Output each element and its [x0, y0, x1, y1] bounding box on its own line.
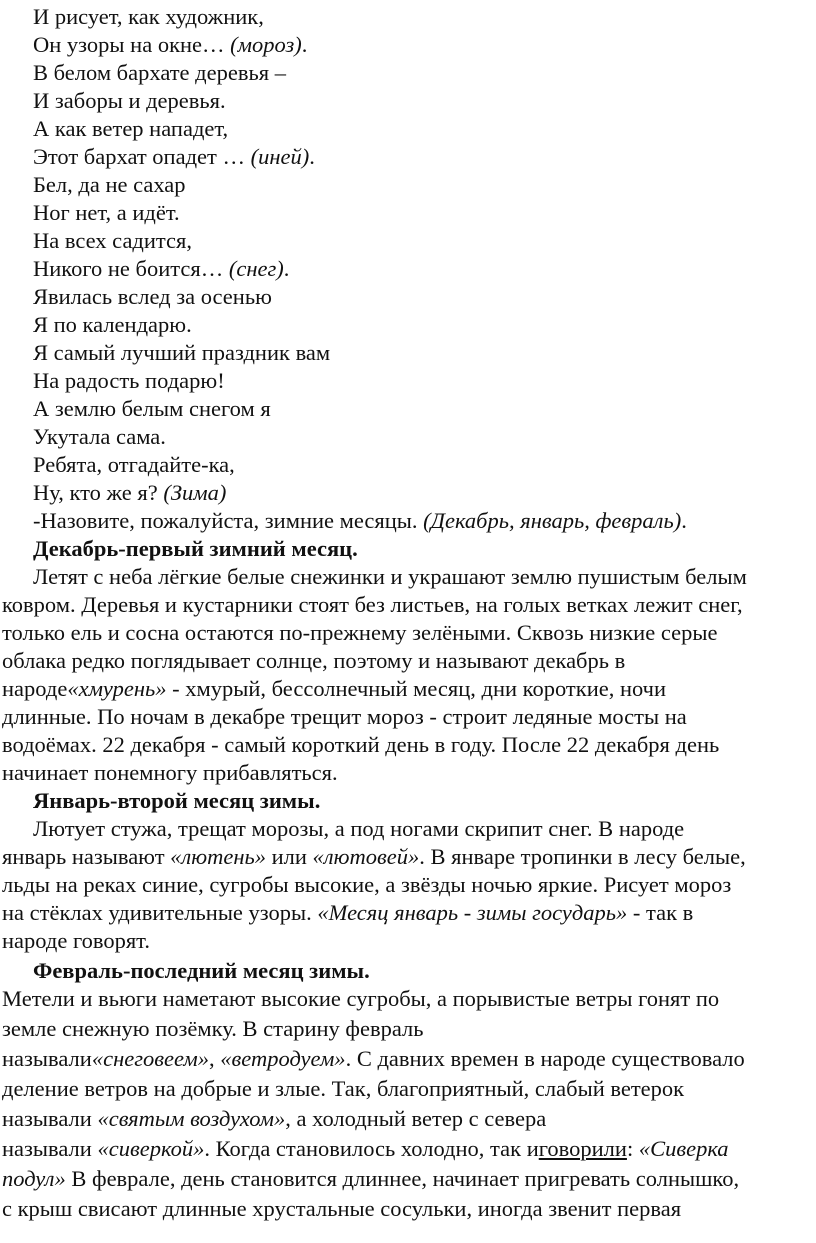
italic-text: (мороз) — [230, 32, 302, 57]
text-line — [33, 507, 687, 534]
december-heading: Декабрь-первый зимний месяц. — [33, 536, 358, 561]
italic-text: «снеговеем» — [91, 1046, 210, 1071]
text-line — [2, 647, 625, 674]
text-line — [2, 1195, 681, 1222]
text-segment: - хмурый, бессолнечный месяц, дни короткие, ночи — [166, 676, 667, 701]
text-segment: водоёмах. 22 декабря - самый короткий день в году. После 22 декабря день — [2, 732, 720, 757]
italic-text: «сиверкой» — [97, 1136, 205, 1161]
italic-text: «хмурень» — [67, 676, 167, 701]
text-line — [33, 31, 307, 58]
text-segment: . — [309, 144, 315, 169]
italic-text: «ветродуем» — [220, 1046, 346, 1071]
text-line — [2, 731, 719, 758]
text-segment: -Назовите, пожалуйста, зимние месяцы. — [33, 508, 424, 533]
text-segment: или — [265, 844, 313, 869]
february-heading: Февраль-последний месяц зимы. — [33, 958, 370, 983]
italic-text: «святым воздухом» — [97, 1106, 286, 1131]
italic-text: (Зима) — [163, 480, 227, 505]
text-segment: Метели и вьюги наметают высокие сугробы, а порывистые ветры гонят по — [2, 986, 720, 1011]
text-line — [33, 143, 315, 170]
text-segment: Укутала сама. — [33, 424, 166, 449]
italic-text: «Сиверка — [638, 1136, 729, 1161]
text-segment: называли — [2, 1046, 92, 1071]
text-line — [33, 563, 747, 590]
text-line — [33, 227, 192, 254]
text-segment: , а холодный ветер с севера — [285, 1106, 547, 1131]
text-line — [2, 591, 743, 618]
january-heading: Январь-второй месяц зимы. — [33, 788, 321, 813]
text-segment: с крыш свисают длинные хрустальные сосульки, иногда звенит первая — [2, 1196, 682, 1221]
text-line — [33, 311, 192, 338]
text-line — [2, 1165, 739, 1192]
italic-text: «лютень» — [170, 844, 266, 869]
text-segment: Летят с неба лёгкие белые снежинки и украшают землю пушистым белым — [33, 564, 747, 589]
text-segment: называли — [2, 1106, 98, 1131]
text-line — [33, 367, 225, 394]
italic-text: (иней) — [250, 144, 310, 169]
text-segment: - так в — [627, 900, 694, 925]
text-segment: Я по календарю. — [33, 312, 192, 337]
text-segment: январь называют — [2, 844, 171, 869]
italic-text: подул» — [2, 1166, 66, 1191]
text-segment: В белом бархате деревья – — [33, 60, 286, 85]
text-segment: И заборы и деревья. — [33, 88, 226, 113]
italic-text: (Декабрь, январь, февраль) — [423, 508, 682, 533]
text-line — [33, 199, 180, 226]
text-segment: . — [283, 256, 290, 281]
text-segment: Этот бархат опадет … — [33, 144, 251, 169]
text-segment: А как ветер нападет, — [33, 116, 229, 141]
text-segment: В феврале, день становится длиннее, начинает пригревать солнышко, — [65, 1166, 740, 1191]
text-segment: Я самый лучший праздник вам — [33, 340, 331, 365]
text-segment: на стёклах удивительные узоры. — [2, 900, 318, 925]
text-line — [33, 171, 186, 198]
text-line — [33, 283, 272, 310]
text-segment: И рисует, как художник, — [33, 4, 264, 29]
text-segment: , — [209, 1046, 221, 1071]
text-segment: Он узоры на окне… — [33, 32, 231, 57]
text-segment: называли — [2, 1136, 98, 1161]
text-line — [33, 479, 226, 506]
text-line — [2, 1105, 546, 1132]
text-segment: народе говорят. — [2, 928, 150, 953]
text-line — [2, 843, 746, 870]
text-segment: земле снежную позёмку. В старину февраль — [2, 1016, 424, 1041]
text-line — [2, 927, 150, 954]
text-segment: народе — [2, 676, 68, 701]
text-segment: Явилась вслед за осенью — [33, 284, 272, 309]
text-segment: Лютует стужа, трещат морозы, а под ногами скрипит снег. В народе — [33, 816, 685, 841]
text-segment: длинные. По ночам в декабре трещит мороз - строит ледяные мосты на — [2, 704, 687, 729]
text-segment: Ну, кто же я? — [33, 480, 164, 505]
text-segment: : — [626, 1136, 639, 1161]
italic-text: «Месяц январь - зимы государь» — [317, 900, 628, 925]
text-line — [2, 619, 717, 646]
text-line — [2, 871, 731, 898]
text-line — [33, 255, 289, 282]
text-segment: только ель и сосна остаются по-прежнему зелёными. Сквозь низкие серые — [2, 620, 718, 645]
underlined-text: говорили — [538, 1136, 627, 1161]
text-segment: . С давних времен в народе существовало — [345, 1046, 745, 1071]
text-line — [2, 675, 666, 702]
text-line — [33, 339, 330, 366]
text-line — [2, 899, 693, 926]
text-line — [33, 395, 271, 422]
text-line — [2, 985, 719, 1012]
text-segment: . — [301, 32, 308, 57]
text-segment: ковром. Деревья и кустарники стоят без листьев, на голых ветках лежит снег, — [2, 592, 743, 617]
text-line — [2, 703, 687, 730]
text-segment: Бел, да не сахар — [33, 172, 186, 197]
text-segment: Ребята, отгадайте-ка, — [33, 452, 235, 477]
text-line — [2, 1135, 729, 1162]
text-segment: А землю белым снегом я — [33, 396, 271, 421]
text-segment: . — [681, 508, 687, 533]
text-line — [33, 815, 684, 842]
text-line — [2, 1075, 684, 1102]
italic-text: «лютовей» — [312, 844, 420, 869]
text-segment: На радость подарю! — [33, 368, 225, 393]
text-segment: На всех садится, — [33, 228, 192, 253]
text-line — [2, 759, 338, 786]
text-segment: Никого не боится… — [33, 256, 229, 281]
text-line — [33, 59, 286, 86]
italic-text: (снег) — [228, 256, 284, 281]
text-line — [33, 451, 235, 478]
text-line — [33, 3, 264, 30]
text-segment: льды на реках синие, сугробы высокие, а звёзды ночью яркие. Рисует мороз — [2, 872, 732, 897]
text-line — [33, 115, 228, 142]
text-line — [2, 1045, 745, 1072]
text-segment: Ног нет, а идёт. — [33, 200, 180, 225]
text-segment: деление ветров на добрые и злые. Так, благоприятный, слабый ветерок — [2, 1076, 685, 1101]
text-segment: начинает понемногу прибавляться. — [2, 760, 338, 785]
text-line — [2, 1015, 424, 1042]
text-line — [33, 423, 166, 450]
text-segment: . Когда становилось холодно, так и — [204, 1136, 539, 1161]
text-segment: . В январе тропинки в лесу белые, — [419, 844, 746, 869]
text-line — [33, 87, 226, 114]
text-segment: облака редко поглядывает солнце, поэтому и называют декабрь в — [2, 648, 626, 673]
